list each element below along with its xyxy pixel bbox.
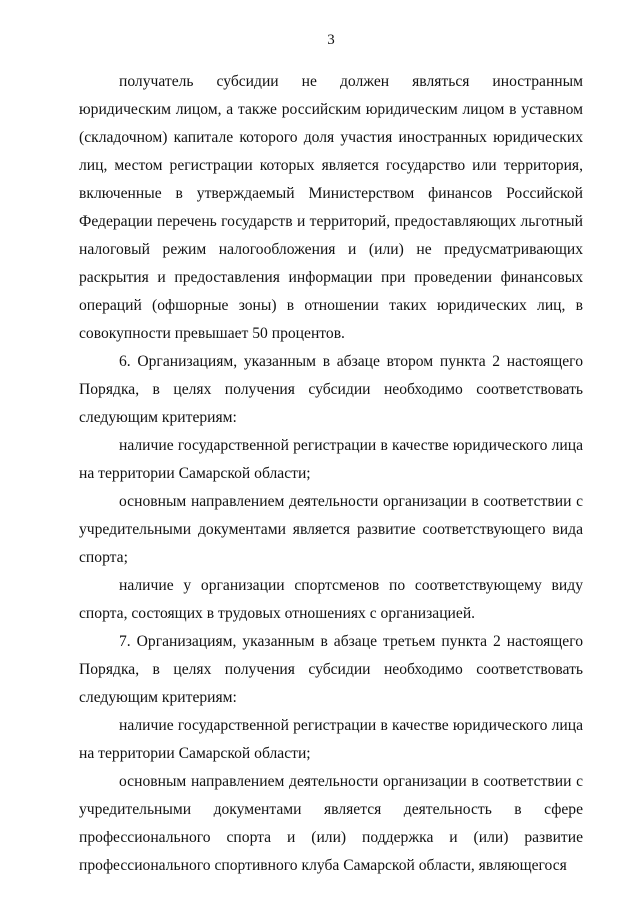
page-number: 3: [327, 32, 335, 48]
paragraph-4: основным направлением деятельности организации в соответствии с учредительными документами является развитие соответствующего вида спорта;: [79, 493, 583, 566]
paragraph-7: наличие государственной регистрации в качестве юридического лица на территории Самарской области;: [79, 717, 583, 762]
paragraph-2: 6. Организациям, указанным в абзаце втором пункта 2 настоящего Порядка, в целях получения субсидии необходимо соответствовать следующим критериям:: [79, 353, 583, 426]
document-body: [79, 68, 583, 880]
paragraph-8: основным направлением деятельности организации в соответствии с учредительными документами является деятельность в сфере профессионального спорта и (или) поддержка и (или) развитие профессионального спортивного клуба Самарской области, являющегося: [79, 773, 583, 874]
paragraph-6: 7. Организациям, указанным в абзаце третьем пункта 2 настоящего Порядка, в целях получения субсидии необходимо соответствовать следующим критериям:: [79, 633, 583, 706]
paragraph-3: наличие государственной регистрации в качестве юридического лица на территории Самарской области;: [79, 437, 583, 482]
paragraph-5: наличие у организации спортсменов по соответствующему виду спорта, состоящих в трудовых отношениях с организацией.: [79, 577, 583, 622]
paragraph-1: получатель субсидии не должен являться иностранным юридическим лицом, а также российским юридическим лицом в уставном (складочном) капитале которого доля участия иностранных юридических лиц, местом регистрации которых является государство или территория, включенные в утверждаемый Министерством финансов Российской Федерации перечень государств и территорий, предоставляющих льготный налоговый режим налогообложения и (или) не предусматривающих раскрытия и предоставления информации при проведении финансовых операций (офшорные зоны) в отношении таких юридических лиц, в совокупности превышает 50 процентов.: [79, 73, 583, 342]
